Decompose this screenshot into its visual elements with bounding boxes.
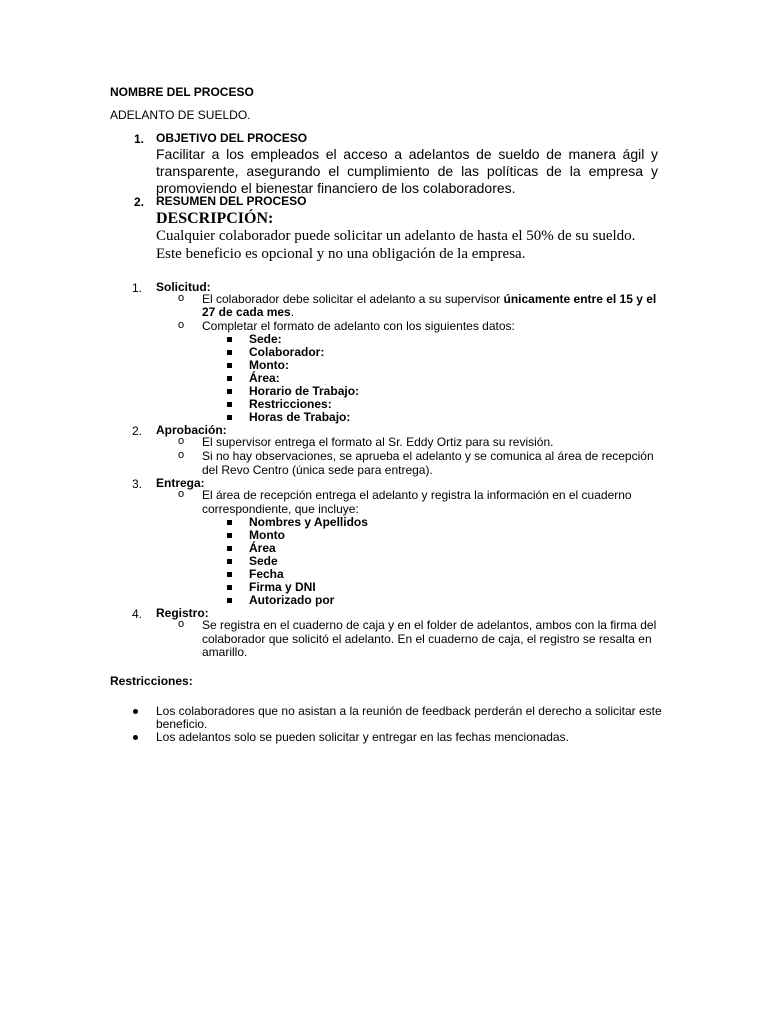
bullet-text-emphasis: únicamente entre el 15 y el [503,292,657,306]
bullet-text-part: . [290,305,295,319]
square-bullet-icon [227,546,232,551]
description-paragraph [156,227,635,263]
section-number: 1. [133,132,144,146]
bullet-dot-icon [133,735,138,740]
square-bullet-icon [227,559,232,564]
step-number: 4. [131,607,142,621]
step-number: 3. [131,477,142,491]
square-bullet-icon [227,389,232,394]
step-number: 1. [131,281,142,295]
description-line: Este beneficio es opcional y no una obligación de la empresa. [156,246,526,262]
square-bullet-icon [227,572,232,577]
square-bullet-icon [227,415,232,420]
square-bullet-icon [227,520,232,525]
circle-bullet-icon: o [178,435,185,447]
square-bullet-icon [227,363,232,368]
field-item: Horario de Trabajo: [249,384,360,398]
field-item: Restricciones: [249,397,332,411]
process-heading: NOMBRE DEL PROCESO [110,85,254,99]
field-item: Colaborador: [249,345,325,359]
square-bullet-icon [227,598,232,603]
step-title-registro: Registro: [156,606,209,620]
square-bullet-icon [227,533,232,538]
restriction-item: Los adelantos solo se pueden solicitar y entregar en las fechas mencionadas. [156,730,569,744]
restriction-item: Los colaboradores que no asistan a la reunión de feedback perderán el derecho a solicitar este [156,704,662,718]
bullet-text-continued: amarillo. [202,645,248,659]
objective-line: transparente, asegurando el cumplimiento de las políticas de la empresa y [156,163,658,179]
bullet-dot-icon [133,709,138,714]
square-bullet-icon [227,350,232,355]
field-item: Horas de Trabajo: [249,410,351,424]
objective-line: promoviendo el bienestar financiero de los colaboradores. [156,180,516,196]
square-bullet-icon [227,402,232,407]
circle-bullet-icon: o [178,292,185,304]
field-item: Área: [249,371,280,385]
section-title-objective: OBJETIVO DEL PROCESO [156,131,308,145]
bullet-text-emphasis: 27 de cada mes [202,305,291,319]
bullet-text-continued: correspondiente, que incluye: [202,502,359,516]
bullet-text-continued: colaborador que solicitó el adelanto. En el cuaderno de caja, el registro se resalta en [202,632,652,646]
field-item: Monto: [249,358,289,372]
objective-paragraph [156,146,658,197]
bullet-text: Si no hay observaciones, se aprueba el adelanto y se comunica al área de recepción [202,449,654,463]
description-title: DESCRIPCIÓN: [156,210,274,227]
step-title-solicitud: Solicitud: [156,280,211,294]
square-bullet-icon [227,585,232,590]
section-number: 2. [133,195,144,209]
bullet-text: El supervisor entrega el formato al Sr. Eddy Ortiz para su revisión. [202,435,554,449]
field-item: Sede [249,554,278,568]
process-name: ADELANTO DE SUELDO. [110,108,251,122]
field-item: Sede: [249,332,282,346]
square-bullet-icon [227,337,232,342]
circle-bullet-icon: o [178,449,185,461]
description-line: Cualquier colaborador puede solicitar un adelanto de hasta el 50% de su sueldo. [156,228,636,244]
field-item: Fecha [249,567,284,581]
step-title-entrega: Entrega: [156,476,205,490]
step-title-aprobacion: Aprobación: [156,423,227,437]
bullet-text-continued [202,306,294,319]
circle-bullet-icon: o [178,319,185,331]
circle-bullet-icon: o [178,488,185,500]
field-item: Nombres y Apellidos [249,515,368,529]
bullet-text-continued: del Revo Centro (única sede para entrega). [202,463,433,477]
bullet-text: Se registra en el cuaderno de caja y en el folder de adelantos, ambos con la firma del [202,618,657,632]
square-bullet-icon [227,376,232,381]
bullet-text: El área de recepción entrega el adelanto y registra la información en el cuaderno [202,488,632,502]
field-item: Monto [249,528,285,542]
step-number: 2. [131,424,142,438]
objective-line: Facilitar a los empleados el acceso a adelantos de sueldo de manera ágil y [156,146,658,162]
field-item: Firma y DNI [249,580,316,594]
bullet-text: Completar el formato de adelanto con los siguientes datos: [202,319,515,333]
field-item: Autorizado por [249,593,335,607]
restriction-item-continued: beneficio. [156,717,208,731]
field-item: Área [249,541,276,555]
section-title-summary: RESUMEN DEL PROCESO [156,194,307,208]
circle-bullet-icon: o [178,618,185,630]
bullet-text-part: El colaborador debe solicitar el adelanto a su supervisor [202,292,504,306]
restrictions-title: Restricciones: [110,674,193,688]
